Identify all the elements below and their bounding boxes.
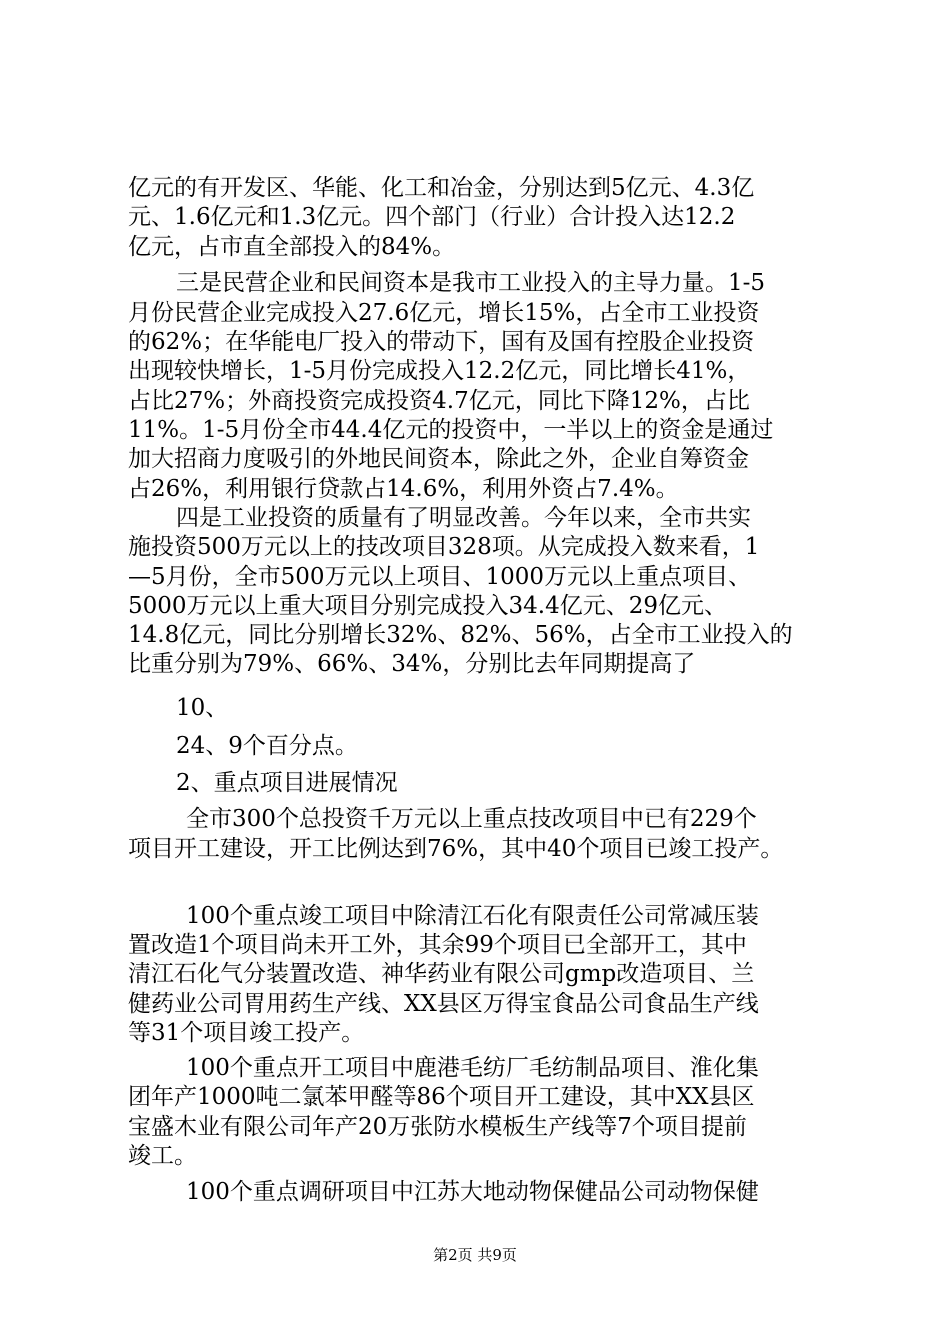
text-line: 亿元，占市直全部投入的84%。	[128, 234, 456, 260]
text-line: 项目开工建设，开工比例达到76%，其中40个项目已竣工投产。	[128, 836, 784, 862]
section-heading: 2、重点项目进展情况	[176, 770, 398, 796]
text-line: 占26%，利用银行贷款占14.6%，利用外资占7.4%。	[128, 476, 679, 502]
text-line: 健药业公司胃用药生产线、XX县区万得宝食品公司食品生产线	[128, 991, 759, 1017]
text-line: 14.8亿元，同比分别增长32%、82%、56%，占全市工业投入的	[128, 622, 793, 648]
text-line: 5000万元以上重大项目分别完成投入34.4亿元、29亿元、	[128, 593, 728, 619]
text-line: 月份民营企业完成投入27.6亿元，增长15%，占全市工业投资	[128, 300, 760, 326]
page-footer: 第2页 共9页	[433, 1246, 517, 1264]
text-line: 施投资500万元以上的技改项目328项。从完成投入数来看，1	[128, 534, 760, 560]
text-line: —5月份，全市500万元以上项目、1000万元以上重点项目、	[128, 564, 752, 590]
text-line: 100个重点竣工项目中除清江石化有限责任公司常减压装	[186, 903, 759, 929]
text-line: 宝盛木业有限公司年产20万张防水模板生产线等7个项目提前	[128, 1114, 747, 1140]
text-line: 的62%；在华能电厂投入的带动下，国有及国有控股企业投资	[128, 329, 755, 355]
text-line: 清江石化气分装置改造、神华药业有限公司gmp改造项目、兰	[128, 961, 755, 987]
text-line: 24、9个百分点。	[176, 733, 358, 759]
text-line: 置改造1个项目尚未开工外，其余99个项目已全部开工，其中	[128, 932, 747, 958]
text-line: 竣工。	[128, 1143, 197, 1169]
text-line: 等31个项目竣工投产。	[128, 1020, 365, 1046]
text-line: 出现较快增长，1-5月份完成投入12.2亿元，同比增长41%，	[128, 358, 751, 384]
text-line: 三是民营企业和民间资本是我市工业投入的主导力量。1-5	[176, 270, 766, 296]
text-line: 加大招商力度吸引的外地民间资本，除此之外，企业自筹资金	[128, 446, 749, 472]
text-line: 元、1.6亿元和1.3亿元。四个部门（行业）合计投入达12.2	[128, 204, 736, 230]
text-line: 占比27%；外商投资完成投资4.7亿元，同比下降12%，占比	[128, 388, 750, 414]
text-line: 100个重点调研项目中江苏大地动物保健品公司动物保健	[186, 1179, 759, 1205]
text-line: 团年产1000吨二氯苯甲醛等86个项目开工建设，其中XX县区	[128, 1084, 755, 1110]
text-line: 10、	[176, 695, 229, 721]
text-line: 亿元的有开发区、华能、化工和冶金，分别达到5亿元、4.3亿	[128, 175, 755, 201]
text-line: 比重分别为79%、66%、34%，分别比去年同期提高了	[128, 651, 696, 677]
text-line: 四是工业投资的质量有了明显改善。今年以来，全市共实	[176, 505, 751, 531]
text-line: 全市300个总投资千万元以上重点技改项目中已有229个	[186, 806, 757, 832]
text-line: 100个重点开工项目中鹿港毛纺厂毛纺制品项目、淮化集	[186, 1055, 759, 1081]
text-line: 11%。1-5月份全市44.4亿元的投资中，一半以上的资金是通过	[128, 417, 774, 443]
